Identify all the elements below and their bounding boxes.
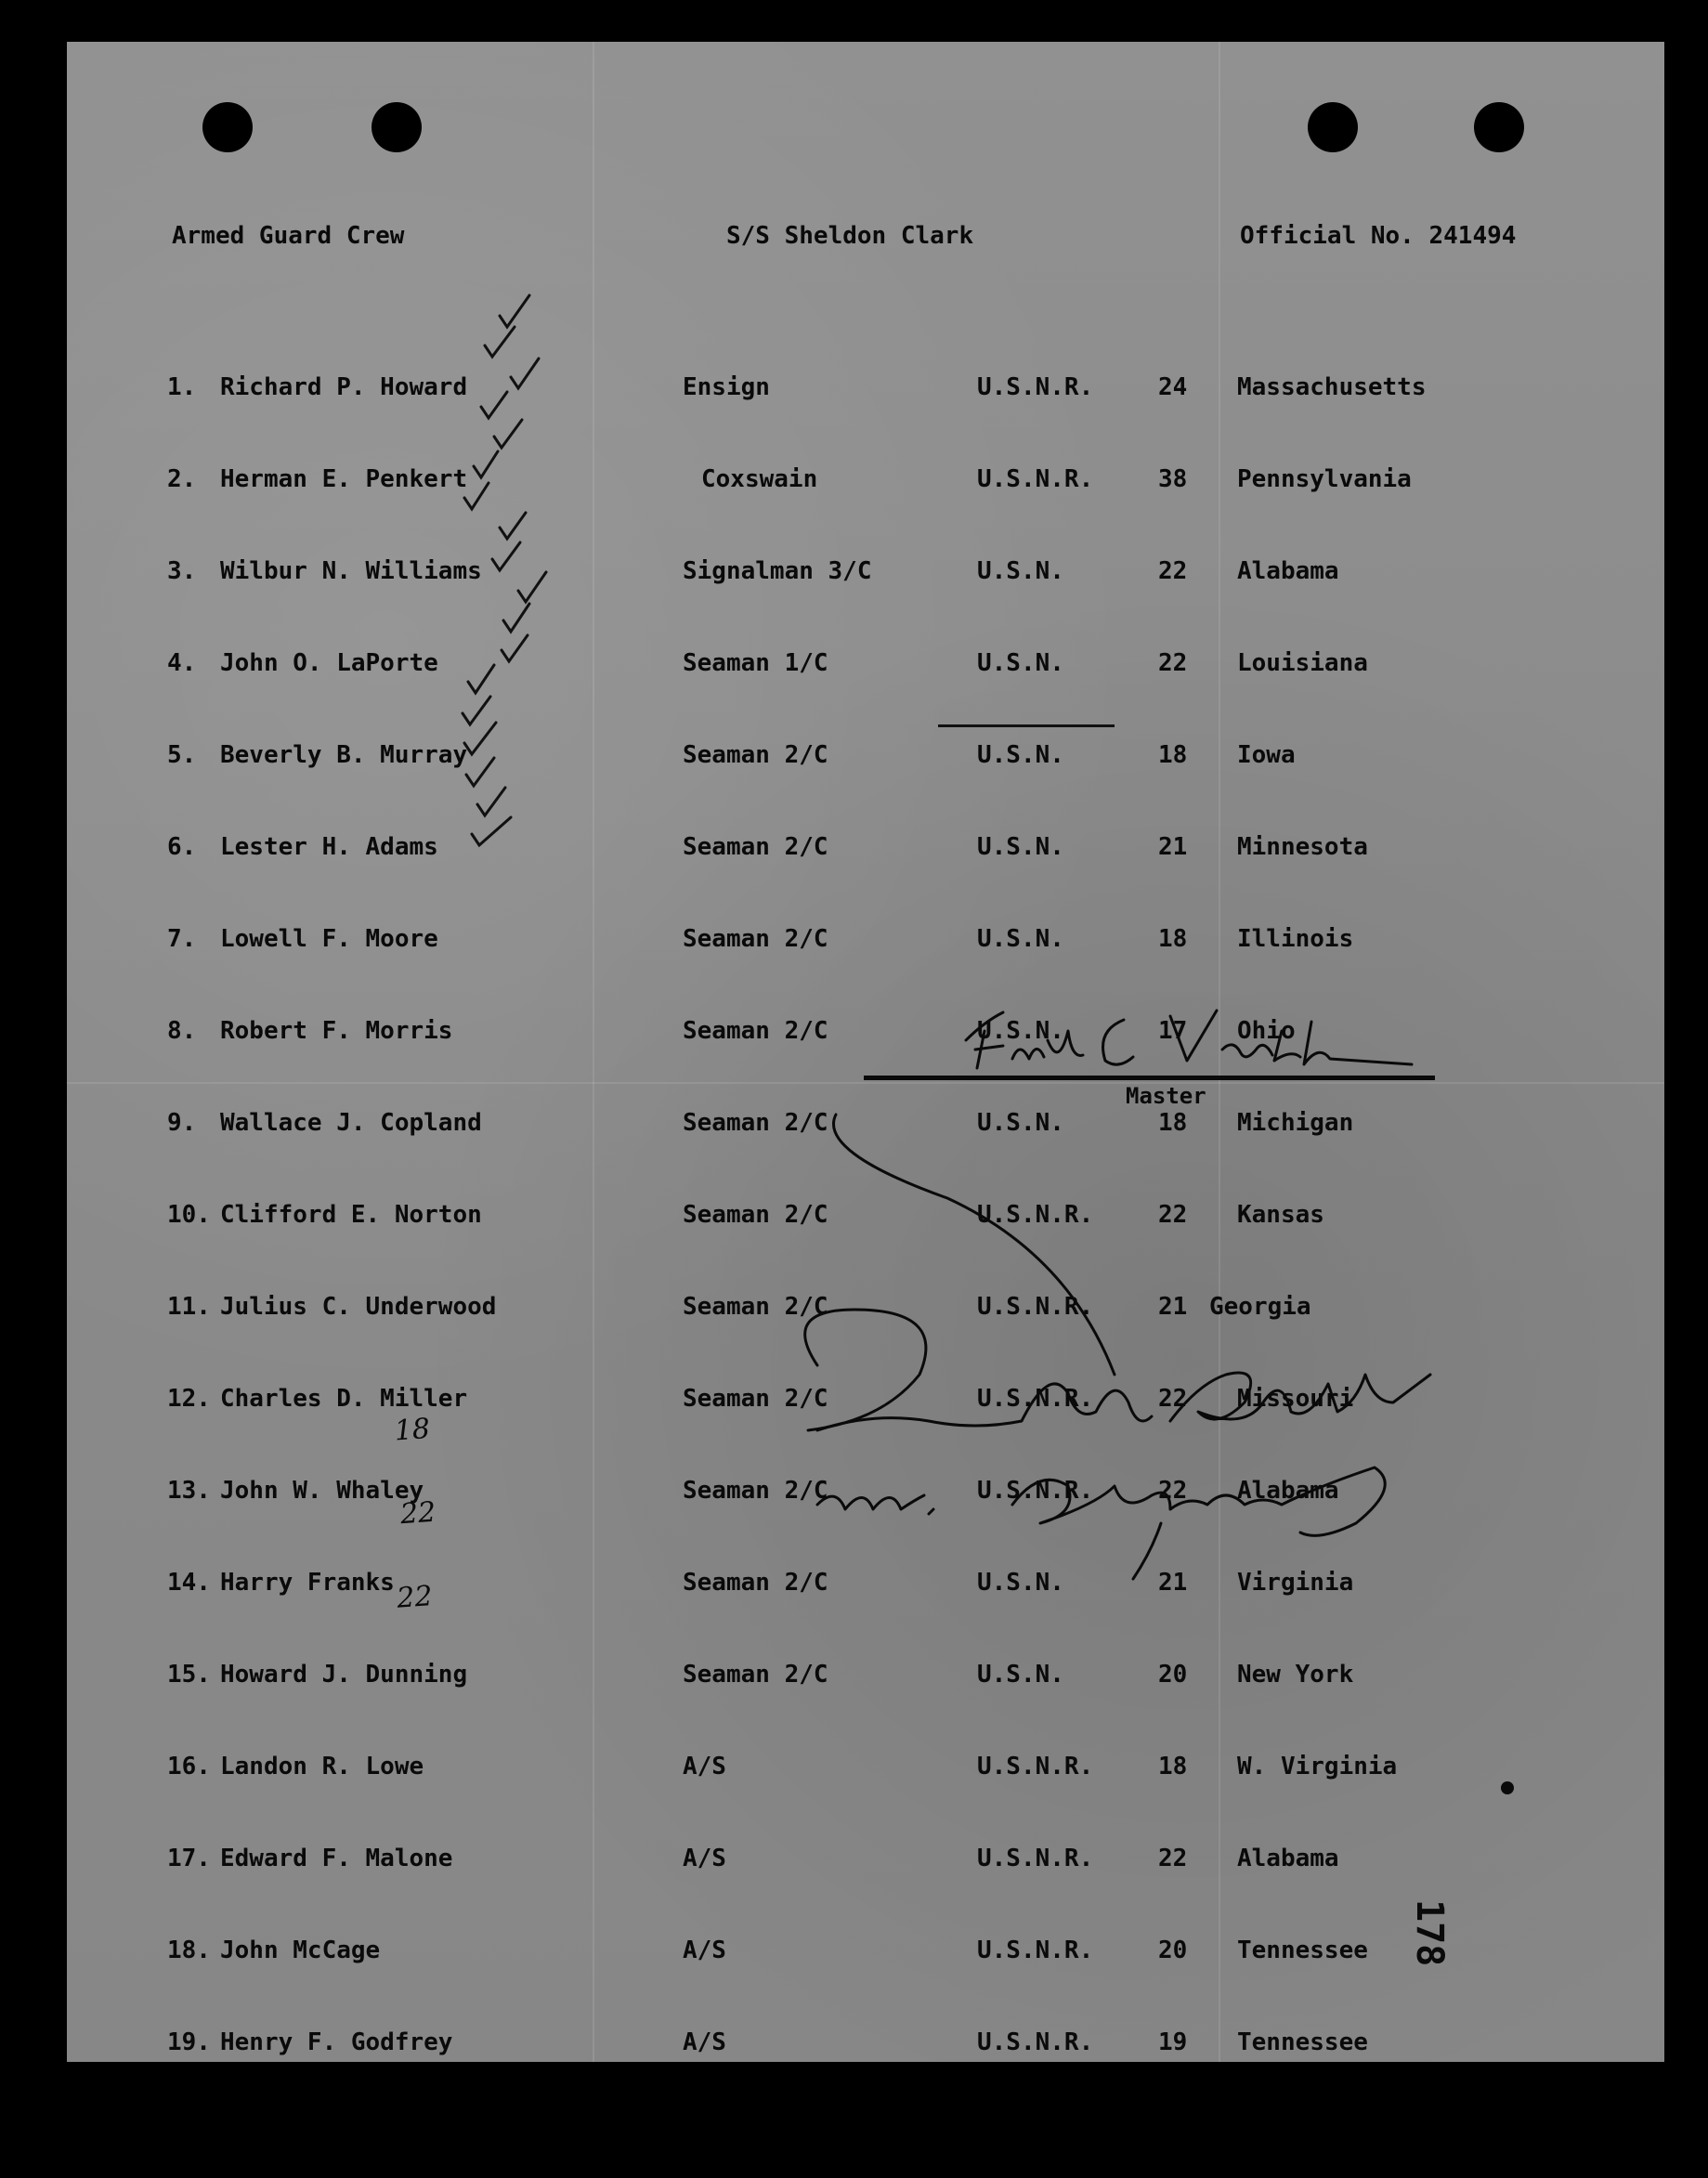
- crew-rank: Seaman 2/C: [683, 741, 828, 769]
- crew-number: 17.: [167, 1845, 211, 1872]
- crew-name: Howard J. Dunning: [220, 1661, 468, 1689]
- crew-number: 1.: [167, 373, 197, 401]
- crew-age: 18: [1158, 1109, 1188, 1137]
- check-marks: [446, 279, 576, 873]
- ink-dot: [1501, 1781, 1514, 1794]
- crew-number: 3.: [167, 557, 197, 585]
- crew-name: Charles D. Miller: [220, 1385, 468, 1413]
- crew-state: Minnesota: [1237, 833, 1368, 861]
- punch-hole: [372, 102, 422, 152]
- header-crew-title: Armed Guard Crew: [172, 222, 405, 250]
- crew-number: 4.: [167, 649, 197, 677]
- crew-service: U.S.N.R.: [977, 1201, 1094, 1229]
- crew-name: Wallace J. Copland: [220, 1109, 482, 1137]
- crew-number: 18.: [167, 1937, 211, 1964]
- crew-name: Herman E. Penkert: [220, 465, 468, 493]
- crew-number: 13.: [167, 1477, 211, 1505]
- crew-service: U.S.N.R.: [977, 1293, 1094, 1321]
- crew-state: Tennessee: [1237, 2028, 1368, 2056]
- crew-state: Tennessee: [1237, 1937, 1368, 1964]
- crew-state: Virginia: [1237, 1569, 1354, 1597]
- crew-name: Robert F. Morris: [220, 1017, 453, 1045]
- crew-service: U.S.N.R.: [977, 2028, 1094, 2056]
- crew-rank: A/S: [683, 1753, 726, 1780]
- crew-rank: Seaman 2/C: [683, 833, 828, 861]
- master-signature: [947, 1003, 1430, 1087]
- crew-service: U.S.N.R.: [977, 1385, 1094, 1413]
- crew-service: U.S.N.R.: [977, 1477, 1094, 1505]
- crew-state: Georgia: [1209, 1293, 1311, 1321]
- crew-state: Pennsylvania: [1237, 465, 1412, 493]
- crew-name: Harry Franks: [220, 1569, 395, 1597]
- crew-rank: Seaman 2/C: [683, 1017, 828, 1045]
- crew-rank: Seaman 2/C: [683, 1201, 828, 1229]
- crew-number: 9.: [167, 1109, 197, 1137]
- crew-state: Michigan: [1237, 1109, 1354, 1137]
- crew-age: 19: [1158, 2028, 1188, 2056]
- crew-service: U.S.N.: [977, 1109, 1064, 1137]
- crew-service: U.S.N.: [977, 1017, 1064, 1045]
- crew-name: Landon R. Lowe: [220, 1753, 424, 1780]
- crew-state: Alabama: [1237, 1845, 1339, 1872]
- crew-age: 22: [1158, 1385, 1188, 1413]
- crew-name: John McCage: [220, 1937, 381, 1964]
- crew-number: 10.: [167, 1201, 211, 1229]
- crew-state: Massachusetts: [1237, 373, 1427, 401]
- crew-service: U.S.N.: [977, 1661, 1064, 1689]
- crew-age: 18: [1158, 925, 1188, 953]
- crew-age: 22: [1158, 1201, 1188, 1229]
- crew-service: U.S.N.: [977, 1569, 1064, 1597]
- crew-age: 20: [1158, 1661, 1188, 1689]
- crew-number: 14.: [167, 1569, 211, 1597]
- header-official-number: Official No. 241494: [1240, 222, 1517, 250]
- crew-rank: Seaman 2/C: [683, 1109, 828, 1137]
- crew-number: 2.: [167, 465, 197, 493]
- punch-hole: [202, 102, 253, 152]
- crew-number: 11.: [167, 1293, 211, 1321]
- crew-name: Henry F. Godfrey: [220, 2028, 453, 2056]
- crew-age: 22: [1158, 1477, 1188, 1505]
- header-ship-name: S/S Sheldon Clark: [726, 222, 974, 250]
- crew-number: 5.: [167, 741, 197, 769]
- crew-number: 15.: [167, 1661, 211, 1689]
- crew-service: U.S.N.R.: [977, 1845, 1094, 1872]
- crew-number: 19.: [167, 2028, 211, 2056]
- punch-hole: [1474, 102, 1524, 152]
- crew-state: W. Virginia: [1237, 1753, 1398, 1780]
- crew-number: 8.: [167, 1017, 197, 1045]
- crew-state: Missouri: [1237, 1385, 1354, 1413]
- crew-rank: Seaman 2/C: [683, 1293, 828, 1321]
- crew-age: 22: [1158, 1845, 1188, 1872]
- crew-service: U.S.N.: [977, 833, 1064, 861]
- crew-number: 16.: [167, 1753, 211, 1780]
- crew-rank: A/S: [683, 1845, 726, 1872]
- crew-rank: Seaman 2/C: [683, 925, 828, 953]
- crew-service: U.S.N.: [977, 557, 1064, 585]
- crew-service: U.S.N.R.: [977, 465, 1094, 493]
- fold-line: [593, 42, 594, 2062]
- page-stamp: 178: [1408, 1899, 1451, 1967]
- crew-name: Lowell F. Moore: [220, 925, 438, 953]
- crew-state: Kansas: [1237, 1201, 1324, 1229]
- crew-age: 21: [1158, 1293, 1188, 1321]
- crew-state: Illinois: [1237, 925, 1354, 953]
- crew-rank: A/S: [683, 2028, 726, 2056]
- crew-service: U.S.N.R.: [977, 1753, 1094, 1780]
- crew-state: Louisiana: [1237, 649, 1368, 677]
- crew-state: Iowa: [1237, 741, 1296, 769]
- master-label: Master: [1126, 1083, 1206, 1109]
- crew-rank: A/S: [683, 1937, 726, 1964]
- crew-name: Julius C. Underwood: [220, 1293, 497, 1321]
- crew-rank: Seaman 1/C: [683, 649, 828, 677]
- crew-age: 22: [1158, 557, 1188, 585]
- crew-service: U.S.N.: [977, 925, 1064, 953]
- crew-name: Edward F. Malone: [220, 1845, 453, 1872]
- crew-state: New York: [1237, 1661, 1354, 1689]
- crew-age: 18: [1158, 1753, 1188, 1780]
- crew-age: 24: [1158, 373, 1188, 401]
- crew-rank: Seaman 2/C: [683, 1385, 828, 1413]
- crew-state: Ohio: [1237, 1017, 1296, 1045]
- crew-state: Alabama: [1237, 1477, 1339, 1505]
- crew-age: 18: [1158, 741, 1188, 769]
- crew-name: Wilbur N. Williams: [220, 557, 482, 585]
- crew-name: Richard P. Howard: [220, 373, 468, 401]
- crew-age: 21: [1158, 833, 1188, 861]
- crew-rank: Seaman 2/C: [683, 1569, 828, 1597]
- crew-number: 12.: [167, 1385, 211, 1413]
- crew-name: John W. Whaley: [220, 1477, 424, 1505]
- crew-age: 20: [1158, 1937, 1188, 1964]
- crew-name: John O. LaPorte: [220, 649, 438, 677]
- tally-line: 18: [393, 1412, 432, 1448]
- tally-line: 22: [396, 1580, 434, 1615]
- crew-state: Alabama: [1237, 557, 1339, 585]
- crew-service: U.S.N.R.: [977, 373, 1094, 401]
- crew-age: 17: [1158, 1017, 1188, 1045]
- crew-name: Lester H. Adams: [220, 833, 438, 861]
- crew-rank: Seaman 2/C: [683, 1661, 828, 1689]
- crew-name: Beverly B. Murray: [220, 741, 468, 769]
- strikeout-mark: [938, 724, 1115, 727]
- crew-rank: Signalman 3/C: [683, 557, 872, 585]
- crew-age: 21: [1158, 1569, 1188, 1597]
- crew-service: U.S.N.: [977, 741, 1064, 769]
- crew-rank: Coxswain: [701, 465, 818, 493]
- crew-age: 22: [1158, 649, 1188, 677]
- crew-name: Clifford E. Norton: [220, 1201, 482, 1229]
- signature-line: [864, 1076, 1435, 1080]
- crew-rank: Ensign: [683, 373, 770, 401]
- tally-line: 22: [398, 1495, 437, 1532]
- crew-number: 7.: [167, 925, 197, 953]
- crew-service: U.S.N.: [977, 649, 1064, 677]
- crew-rank: Seaman 2/C: [683, 1477, 828, 1505]
- crew-number-column: [167, 311, 211, 2089]
- crew-age: 38: [1158, 465, 1188, 493]
- inspector-signature: [762, 1096, 1505, 1616]
- punch-hole: [1308, 102, 1358, 152]
- crew-number: 6.: [167, 833, 197, 861]
- crew-service: U.S.N.R.: [977, 1937, 1094, 1964]
